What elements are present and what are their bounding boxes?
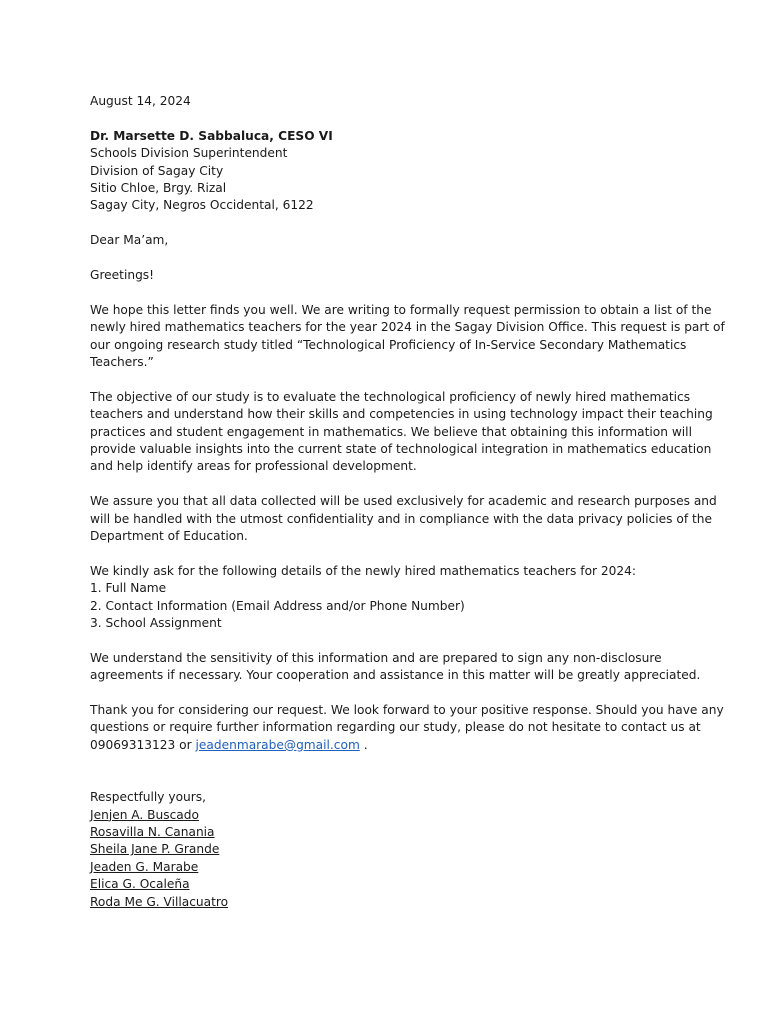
recipient-division: Division of Sagay City bbox=[90, 163, 224, 178]
contact-suffix: . bbox=[359, 737, 368, 752]
paragraph-intro bbox=[90, 302, 725, 372]
paragraph-line: Thank you for considering our request. We look forward to your positive response. Should you have any bbox=[90, 703, 724, 718]
signatory-name: Elica G. Ocaleña bbox=[90, 877, 190, 892]
paragraph-line: newly hired mathematics teachers for the year 2024 in the Sagay Division Office. This request is part of bbox=[90, 320, 725, 335]
paragraph-objective bbox=[90, 389, 713, 476]
signatory-name: Sheila Jane P. Grande bbox=[90, 842, 220, 857]
salutation: Dear Ma’am, bbox=[90, 233, 169, 248]
paragraph-line: provide valuable insights into the current state of technological integration in mathematics education bbox=[90, 442, 712, 457]
phone-number: 09069313123 or bbox=[90, 737, 196, 752]
recipient-city: Sagay City, Negros Occidental, 6122 bbox=[90, 198, 314, 213]
recipient-name: Dr. Marsette D. Sabbaluca, CESO VI bbox=[90, 128, 333, 143]
paragraph-line: agreements if necessary. Your cooperation and assistance in this matter will be greatly appreciated. bbox=[90, 668, 701, 683]
greeting: Greetings! bbox=[90, 268, 155, 283]
paragraph-line: Department of Education. bbox=[90, 529, 248, 544]
request-list bbox=[90, 563, 680, 633]
paragraph-line: teachers and understand how their skills and competencies in using technology impact their teaching bbox=[90, 407, 713, 422]
request-intro: We kindly ask for the following details of the newly hired mathematics teachers for 2024: bbox=[90, 563, 637, 578]
signatory-name: Jenjen A. Buscado bbox=[90, 807, 199, 822]
signatory-name: Jeaden G. Marabe bbox=[90, 859, 199, 874]
letter-date: August 14, 2024 bbox=[90, 94, 191, 108]
paragraph-line: The objective of our study is to evaluate the technological proficiency of newly hired mathematics bbox=[90, 389, 691, 404]
paragraph-line: We hope this letter finds you well. We are writing to formally request permission to obtain a list of the bbox=[90, 302, 712, 317]
list-item: 3. School Assignment bbox=[90, 616, 222, 631]
signatory-name: Rosavilla N. Canania bbox=[90, 824, 215, 839]
paragraph-line: We understand the sensitivity of this information and are prepared to sign any non-disclosure bbox=[90, 650, 662, 665]
signatory-name: Roda Me G. Villacuatro bbox=[90, 894, 229, 909]
paragraph-sensitivity bbox=[90, 650, 701, 685]
letter-body bbox=[90, 93, 725, 911]
paragraph-assurance bbox=[90, 493, 717, 545]
paragraph-line: our ongoing research study titled “Technological Proficiency of In-Service Secondary Mathematics bbox=[90, 337, 687, 352]
paragraph-line: questions or require further information regarding our study, please do not hesitate to contact us at bbox=[90, 720, 701, 735]
email-link[interactable]: jeadenmarabe@gmail.com bbox=[195, 737, 360, 752]
paragraph-thanks bbox=[90, 702, 724, 754]
list-item: 1. Full Name bbox=[90, 581, 167, 596]
signatory-list bbox=[90, 807, 680, 911]
closing: Respectfully yours, bbox=[90, 790, 206, 805]
paragraph-line: We assure you that all data collected will be used exclusively for academic and research purposes and bbox=[90, 494, 717, 509]
recipient-street: Sitio Chloe, Brgy. Rizal bbox=[90, 181, 227, 196]
paragraph-line: will be handled with the utmost confidentiality and in compliance with the data privacy policies of the bbox=[90, 511, 713, 526]
list-item: 2. Contact Information (Email Address and/or Phone Number) bbox=[90, 598, 465, 613]
paragraph-line: and help identify areas for professional development. bbox=[90, 459, 417, 474]
contact-line bbox=[90, 737, 680, 754]
paragraph-line: practices and student engagement in mathematics. We believe that obtaining this information will bbox=[90, 424, 692, 439]
paragraph-line: Teachers.” bbox=[90, 355, 154, 370]
recipient-title: Schools Division Superintendent bbox=[90, 146, 288, 161]
